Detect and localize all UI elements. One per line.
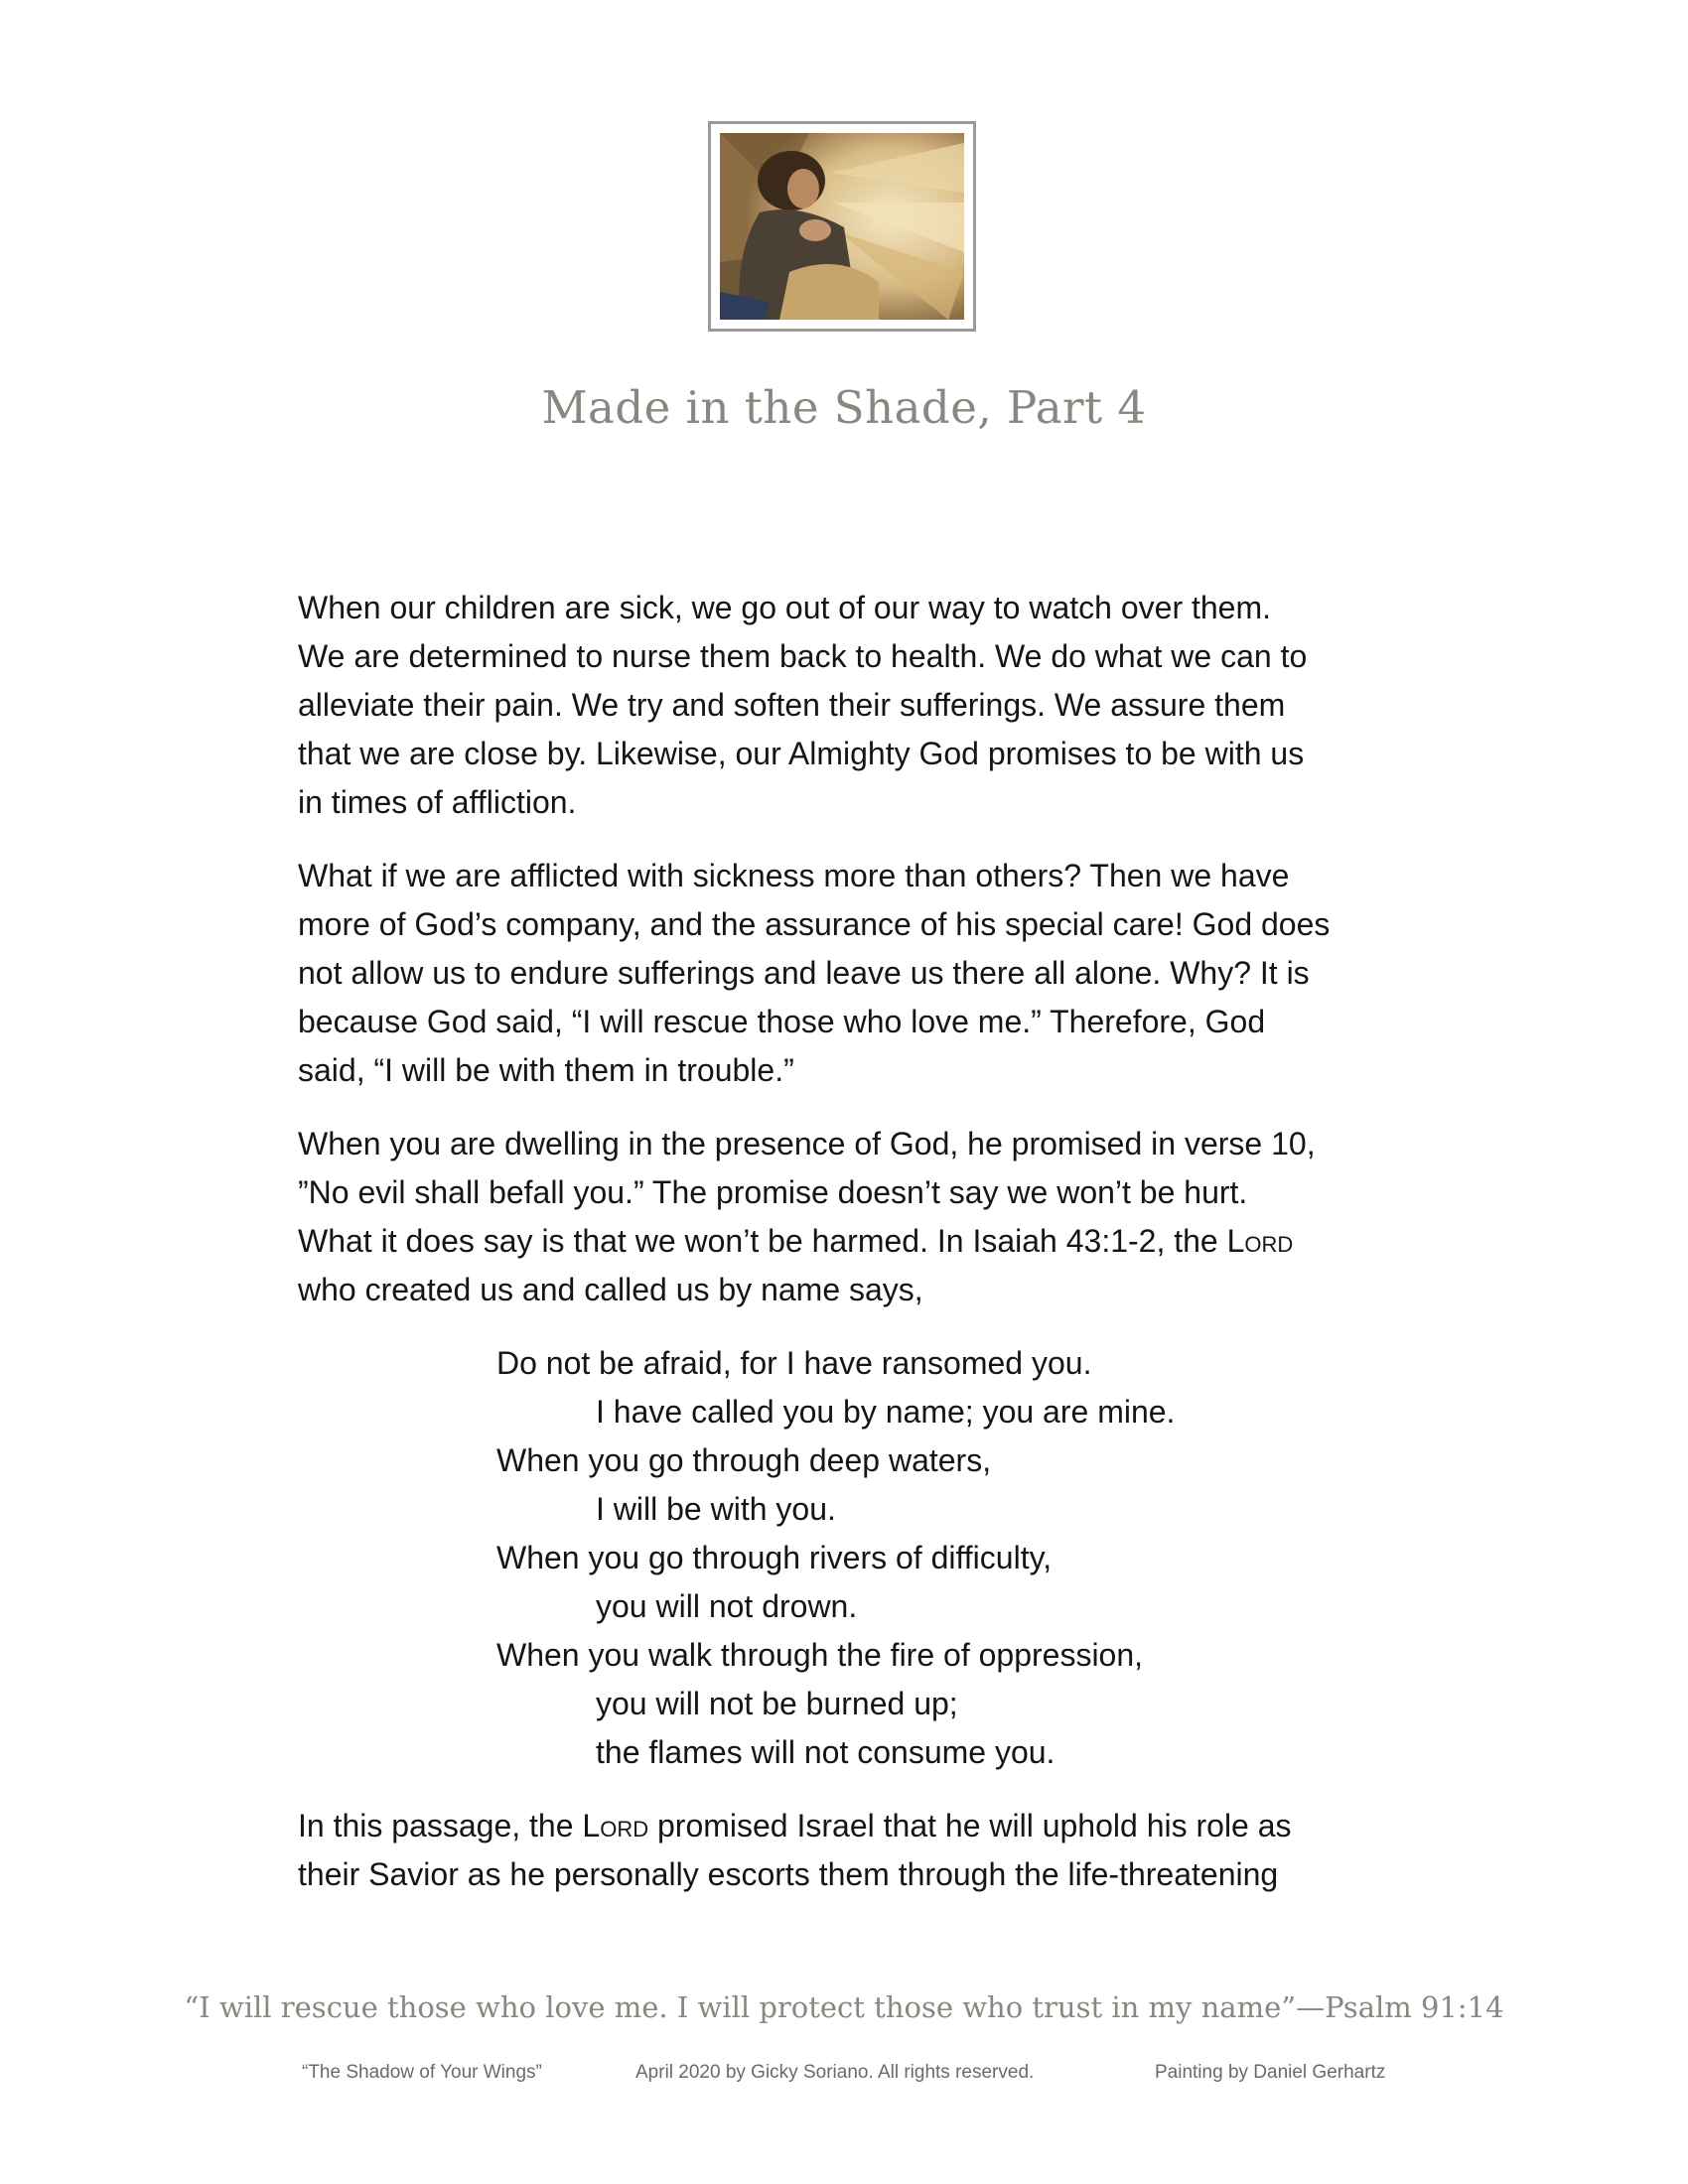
- footer-painting-credit: Painting by Daniel Gerhartz: [1155, 2062, 1386, 2083]
- verse-line: you will not drown.: [596, 1588, 858, 1624]
- paragraph-line: that we are close by. Likewise, our Almighty God promises to be with us: [298, 736, 1305, 771]
- verse-line: you will not be burned up;: [596, 1686, 958, 1721]
- text-run: In this passage, the: [298, 1808, 583, 1843]
- paragraph-line: not allow us to endure sufferings and leave us there all alone. Why? It is: [298, 955, 1310, 991]
- paragraph-3: [298, 1120, 1410, 1314]
- footer-quote: “I will rescue those who love me. I will protect those who trust in my name”—Psalm 91:14: [184, 1990, 1504, 2024]
- text-run: What it does say is that we won’t be harmed. In Isaiah 43:1-2, the: [298, 1223, 1227, 1259]
- verse-line: When you walk through the fire of oppression,: [496, 1637, 1144, 1673]
- lord-smallcaps: Lord: [1226, 1223, 1294, 1259]
- paragraph-line: their Savior as he personally escorts them through the life-threatening: [298, 1856, 1279, 1892]
- paragraph-line: who created us and called us by name says,: [298, 1272, 923, 1307]
- paragraph-line: more of God’s company, and the assurance of his special care! God does: [298, 906, 1331, 942]
- paragraph-line: We are determined to nurse them back to health. We do what we can to: [298, 638, 1308, 674]
- footer-series-title: “The Shadow of Your Wings”: [302, 2062, 542, 2083]
- lord-smallcaps: Lord: [582, 1808, 649, 1843]
- paragraph-line: in times of affliction.: [298, 784, 577, 820]
- verse-line: Do not be afraid, for I have ransomed you.: [496, 1345, 1092, 1381]
- paragraph-line: What if we are afflicted with sickness more than others? Then we have: [298, 858, 1290, 893]
- painting-frame: [708, 121, 976, 332]
- verse-line: I have called you by name; you are mine.: [596, 1394, 1176, 1430]
- angel-painting-image: [720, 133, 964, 320]
- footer-copyright: April 2020 by Gicky Soriano. All rights reserved.: [635, 2062, 1035, 2083]
- paragraph-line: ”No evil shall befall you.” The promise doesn’t say we won’t be hurt.: [298, 1174, 1248, 1210]
- paragraph-4: [298, 1802, 1410, 1899]
- text-run: promised Israel that he will uphold his role as: [648, 1808, 1292, 1843]
- paragraph-line: [298, 1802, 1410, 1850]
- paragraph-2: [298, 852, 1410, 1095]
- verse-line: I will be with you.: [596, 1491, 836, 1527]
- page-title: Made in the Shade, Part 4: [541, 381, 1147, 434]
- angel-painting-graphic: [720, 133, 964, 320]
- paragraph-line: When you are dwelling in the presence of God, he promised in verse 10,: [298, 1126, 1316, 1161]
- body-text: [298, 584, 1410, 1924]
- verse-line: the flames will not consume you.: [596, 1734, 1055, 1770]
- paragraph-line: When our children are sick, we go out of our way to watch over them.: [298, 590, 1272, 625]
- paragraph-line: alleviate their pain. We try and soften their sufferings. We assure them: [298, 687, 1286, 723]
- paragraph-line: said, “I will be with them in trouble.”: [298, 1052, 794, 1088]
- paragraph-line: [298, 1217, 1410, 1266]
- verse-line: When you go through rivers of difficulty,: [496, 1540, 1053, 1575]
- paragraph-1: [298, 584, 1410, 827]
- verse-line: When you go through deep waters,: [496, 1442, 992, 1478]
- paragraph-line: because God said, “I will rescue those who love me.” Therefore, God: [298, 1004, 1266, 1039]
- scripture-quote: [496, 1339, 1410, 1777]
